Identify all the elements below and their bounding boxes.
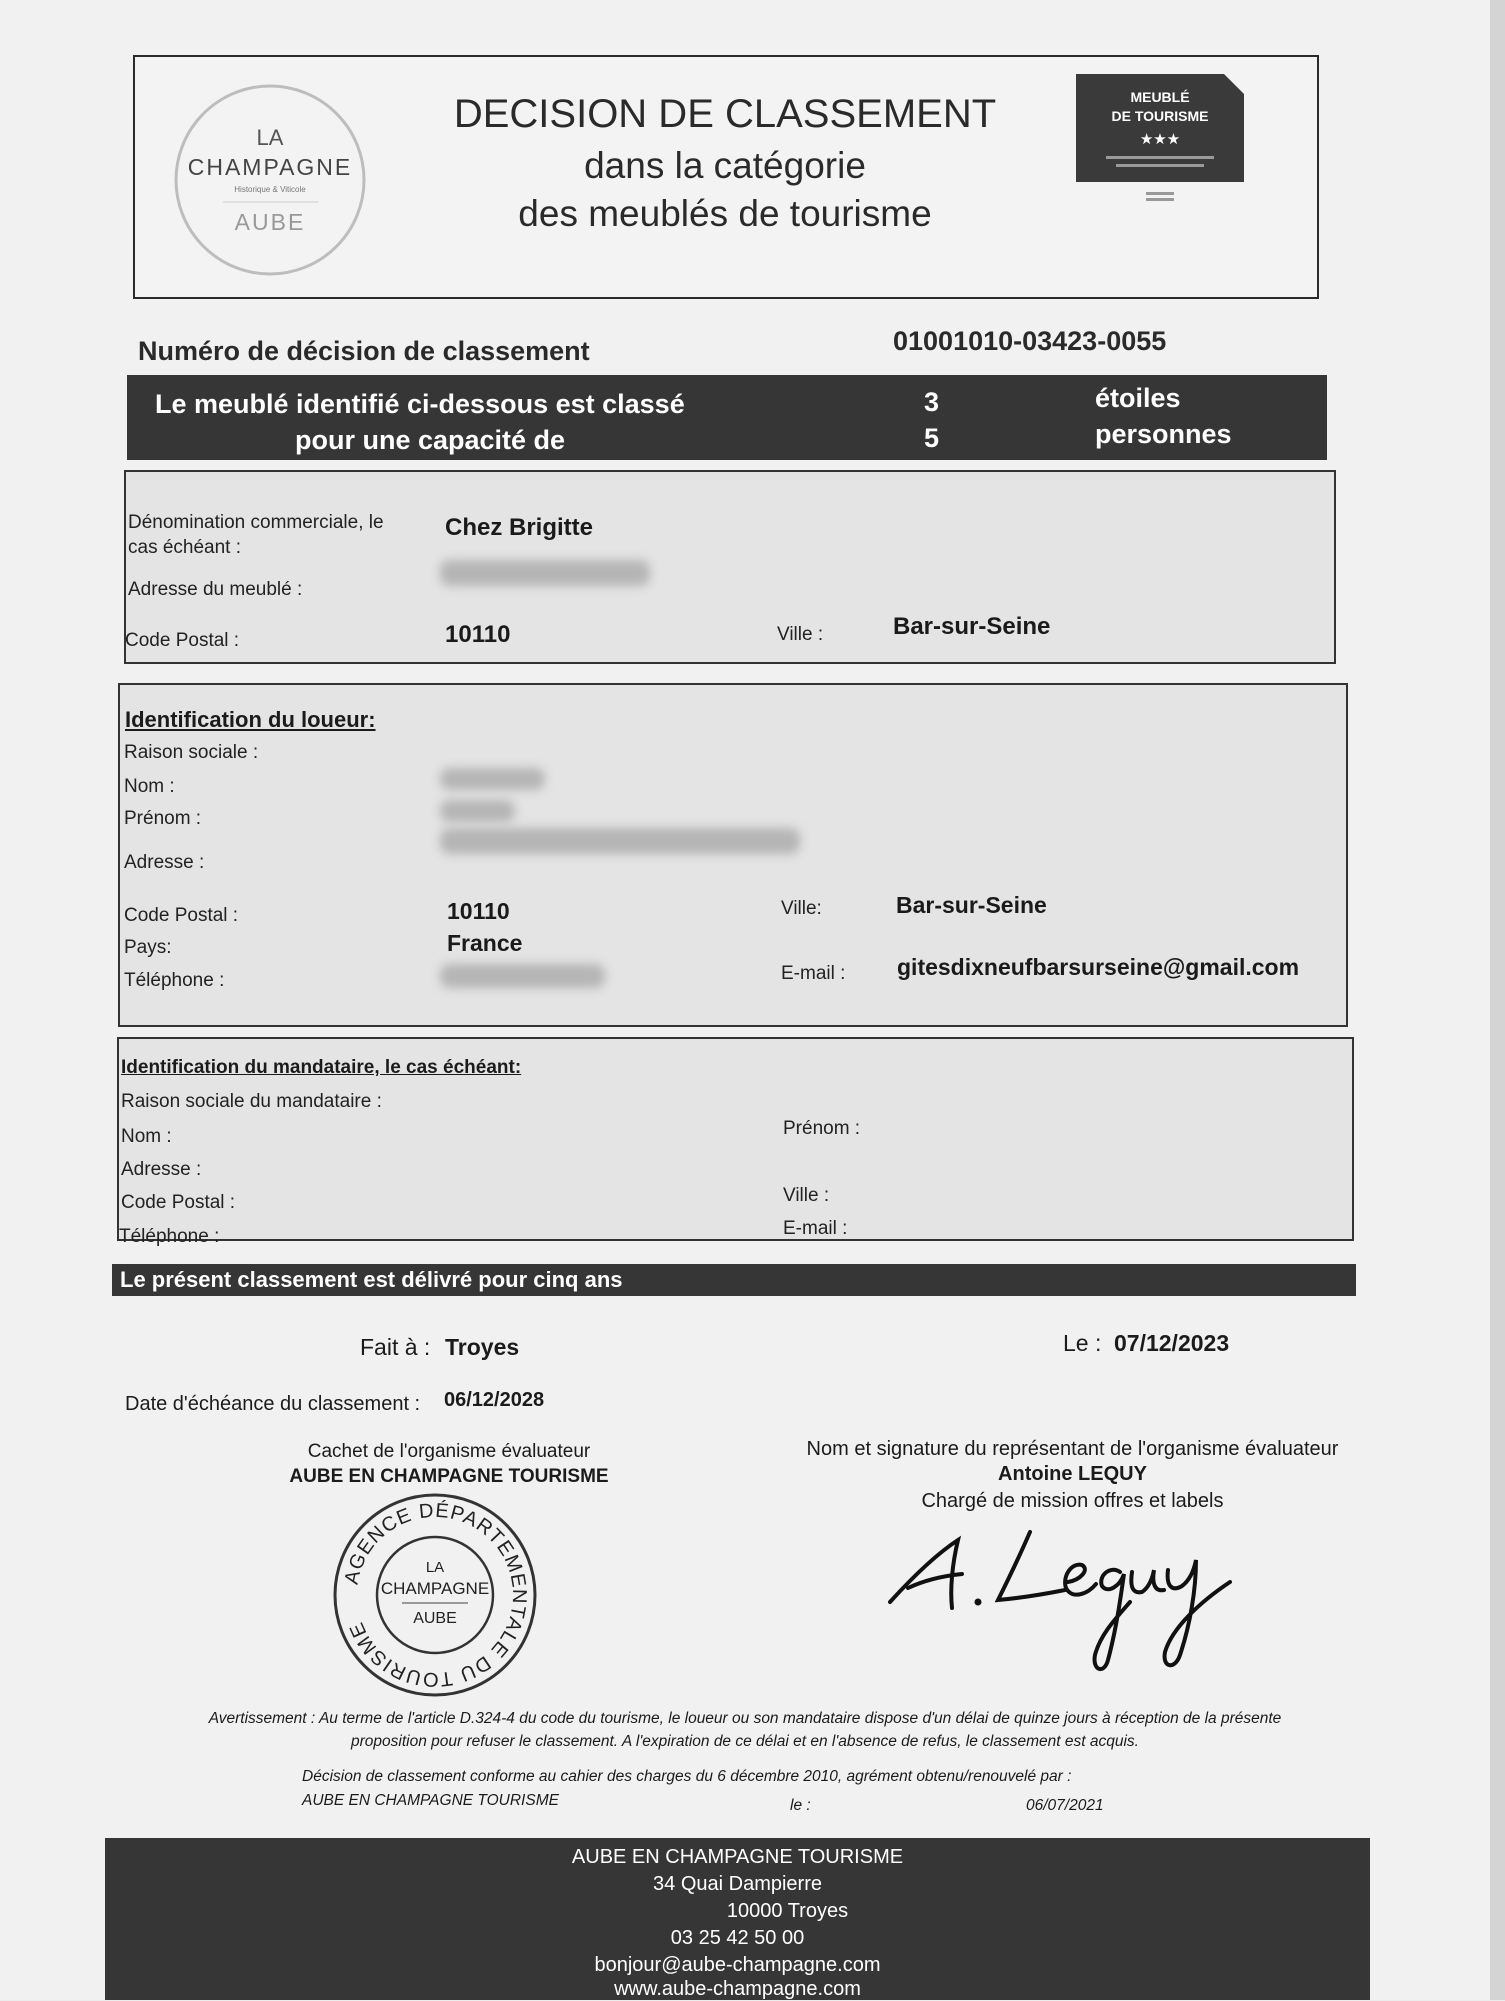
le-value: 07/12/2023	[1114, 1330, 1230, 1356]
adresse-meuble-redacted	[440, 560, 650, 586]
stamp-aube: AUBE	[413, 1610, 457, 1627]
capacity-value: 5	[924, 423, 940, 453]
classement-bar	[127, 375, 1327, 460]
loueur-pays-label: Pays:	[124, 937, 172, 958]
loueur-tel-label: Téléphone :	[124, 970, 225, 991]
mandataire-raison-label: Raison sociale du mandataire :	[121, 1091, 382, 1112]
badge-stars: ★★★	[1139, 130, 1181, 148]
mandataire-tel-label: Téléphone :	[119, 1226, 220, 1247]
signature-name: Antoine LEQUY	[998, 1463, 1147, 1485]
stamp-ring-text: AGENCE DÉPARTEMENTALE DU TOURISME	[340, 1499, 531, 1691]
loueur-prenom-redacted	[440, 800, 515, 822]
mandataire-prenom-label: Prénom :	[783, 1118, 861, 1139]
loueur-email-label: E-mail :	[781, 963, 846, 984]
warning-line-1: Avertissement : Au terme de l'article D.324-4 du code du tourisme, le loueur ou son mandataire dispose d'un délai de quinze jours à réception de la présente	[208, 1710, 1282, 1727]
conformity-le-label: le :	[790, 1797, 811, 1814]
champagne-logo	[168, 80, 373, 280]
fait-label: Fait à :	[360, 1334, 431, 1360]
meuble-cp-value: 10110	[445, 621, 511, 648]
mandataire-cp-label: Code Postal :	[121, 1192, 236, 1213]
page-edge	[1490, 0, 1505, 2000]
stars-value: 3	[924, 387, 940, 417]
mandataire-ville-label: Ville :	[783, 1185, 830, 1206]
loueur-pays-value: France	[447, 930, 523, 956]
loueur-ville-label: Ville:	[781, 898, 822, 919]
logo-tagline: Historique & Viticole	[234, 185, 306, 194]
capacity-unit: personnes	[1095, 419, 1232, 449]
signature-scribble-text: A.Lequy	[880, 1510, 884, 1511]
validity-text: Le présent classement est délivré pour cinq ans	[120, 1267, 623, 1292]
logo-champagne: CHAMPAGNE	[187, 154, 353, 180]
footer-city: 10000 Troyes	[726, 1900, 849, 1922]
footer-web[interactable]: www.aube-champagne.com	[614, 1978, 861, 2000]
title-line-1: DECISION DE CLASSEMENT	[453, 92, 997, 136]
loueur-cp-value: 10110	[447, 898, 510, 924]
mandataire-nom-label: Nom :	[121, 1126, 172, 1147]
loueur-prenom-label: Prénom :	[124, 808, 202, 829]
decision-label: Numéro de décision de classement	[138, 336, 590, 366]
stamp-la: LA	[425, 1559, 445, 1576]
footer-bar	[105, 1838, 1370, 2000]
denomination-value: Chez Brigitte	[445, 514, 594, 541]
mandataire-adresse-label: Adresse :	[121, 1159, 202, 1180]
footer-email[interactable]: bonjour@aube-champagne.com	[594, 1954, 881, 1976]
meuble-ville-label: Ville :	[777, 624, 824, 645]
conformity-date: 06/07/2021	[1026, 1797, 1104, 1814]
handwritten-signature	[880, 1510, 1260, 1680]
footer-phone: 03 25 42 50 00	[670, 1927, 805, 1949]
denomination-label-2: cas échéant :	[128, 537, 242, 558]
classement-text-2: pour une capacité de	[295, 425, 566, 455]
loueur-adresse-label: Adresse :	[124, 852, 205, 873]
warning-line-2: proposition pour refuser le classement. A l'expiration de ce délai et en l'absence de refus, le classement est acquis.	[351, 1733, 1139, 1750]
cachet-label: Cachet de l'organisme évaluateur	[307, 1441, 591, 1462]
loueur-adresse-redacted	[440, 828, 800, 854]
meuble-ville-value: Bar-sur-Seine	[893, 613, 1051, 640]
echeance-label: Date d'échéance du classement :	[125, 1393, 421, 1415]
cachet-org: AUBE EN CHAMPAGNE TOURISME	[289, 1466, 609, 1487]
loueur-nom-redacted	[440, 768, 545, 790]
badge-line2: DE TOURISME	[1111, 108, 1209, 124]
loueur-raison-label: Raison sociale :	[124, 742, 259, 763]
loueur-ville-value: Bar-sur-Seine	[896, 892, 1047, 918]
loueur-cp-label: Code Postal :	[124, 905, 239, 926]
footer-org: AUBE EN CHAMPAGNE TOURISME	[571, 1846, 904, 1868]
signature-label: Nom et signature du représentant de l'organisme évaluateur	[806, 1438, 1339, 1460]
meuble-box	[124, 470, 1336, 664]
logo-la: LA	[256, 125, 284, 150]
title-line-2: dans la catégorie	[584, 145, 866, 186]
mandataire-email-label: E-mail :	[783, 1218, 848, 1239]
denomination-label-1: Dénomination commerciale, le	[128, 512, 384, 533]
le-label: Le :	[1063, 1330, 1102, 1356]
decision-number: 01001010-03423-0055	[893, 326, 1167, 356]
meuble-cp-label: Code Postal :	[125, 630, 240, 651]
evaluator-stamp	[330, 1490, 540, 1700]
footer-street: 34 Quai Dampierre	[653, 1873, 822, 1895]
adresse-meuble-label: Adresse du meublé :	[128, 579, 303, 600]
meuble-tourisme-badge	[1076, 74, 1246, 214]
fait-value: Troyes	[445, 1334, 520, 1360]
conformity-org: AUBE EN CHAMPAGNE TOURISME	[302, 1792, 559, 1809]
badge-line1: MEUBLÉ	[1130, 89, 1190, 105]
logo-aube: AUBE	[234, 209, 306, 235]
loueur-email-value: gitesdixneufbarsurseine@gmail.com	[897, 954, 1300, 980]
loueur-tel-redacted	[440, 964, 605, 988]
loueur-title: Identification du loueur:	[125, 707, 376, 732]
loueur-nom-label: Nom :	[124, 776, 175, 797]
validity-bar	[112, 1264, 1356, 1296]
stamp-champagne: CHAMPAGNE	[380, 1579, 490, 1598]
signature-role: Chargé de mission offres et labels	[921, 1490, 1224, 1512]
echeance-value: 06/12/2028	[444, 1389, 545, 1411]
conformity-line-1: Décision de classement conforme au cahier des charges du 6 décembre 2010, agrément obtenu/renouvelé par :	[302, 1768, 1072, 1785]
classement-text-1: Le meublé identifié ci-dessous est classé	[155, 389, 685, 419]
stars-unit: étoiles	[1095, 383, 1181, 413]
title-line-3: des meublés de tourisme	[518, 193, 932, 234]
mandataire-title: Identification du mandataire, le cas échéant:	[121, 1057, 522, 1078]
